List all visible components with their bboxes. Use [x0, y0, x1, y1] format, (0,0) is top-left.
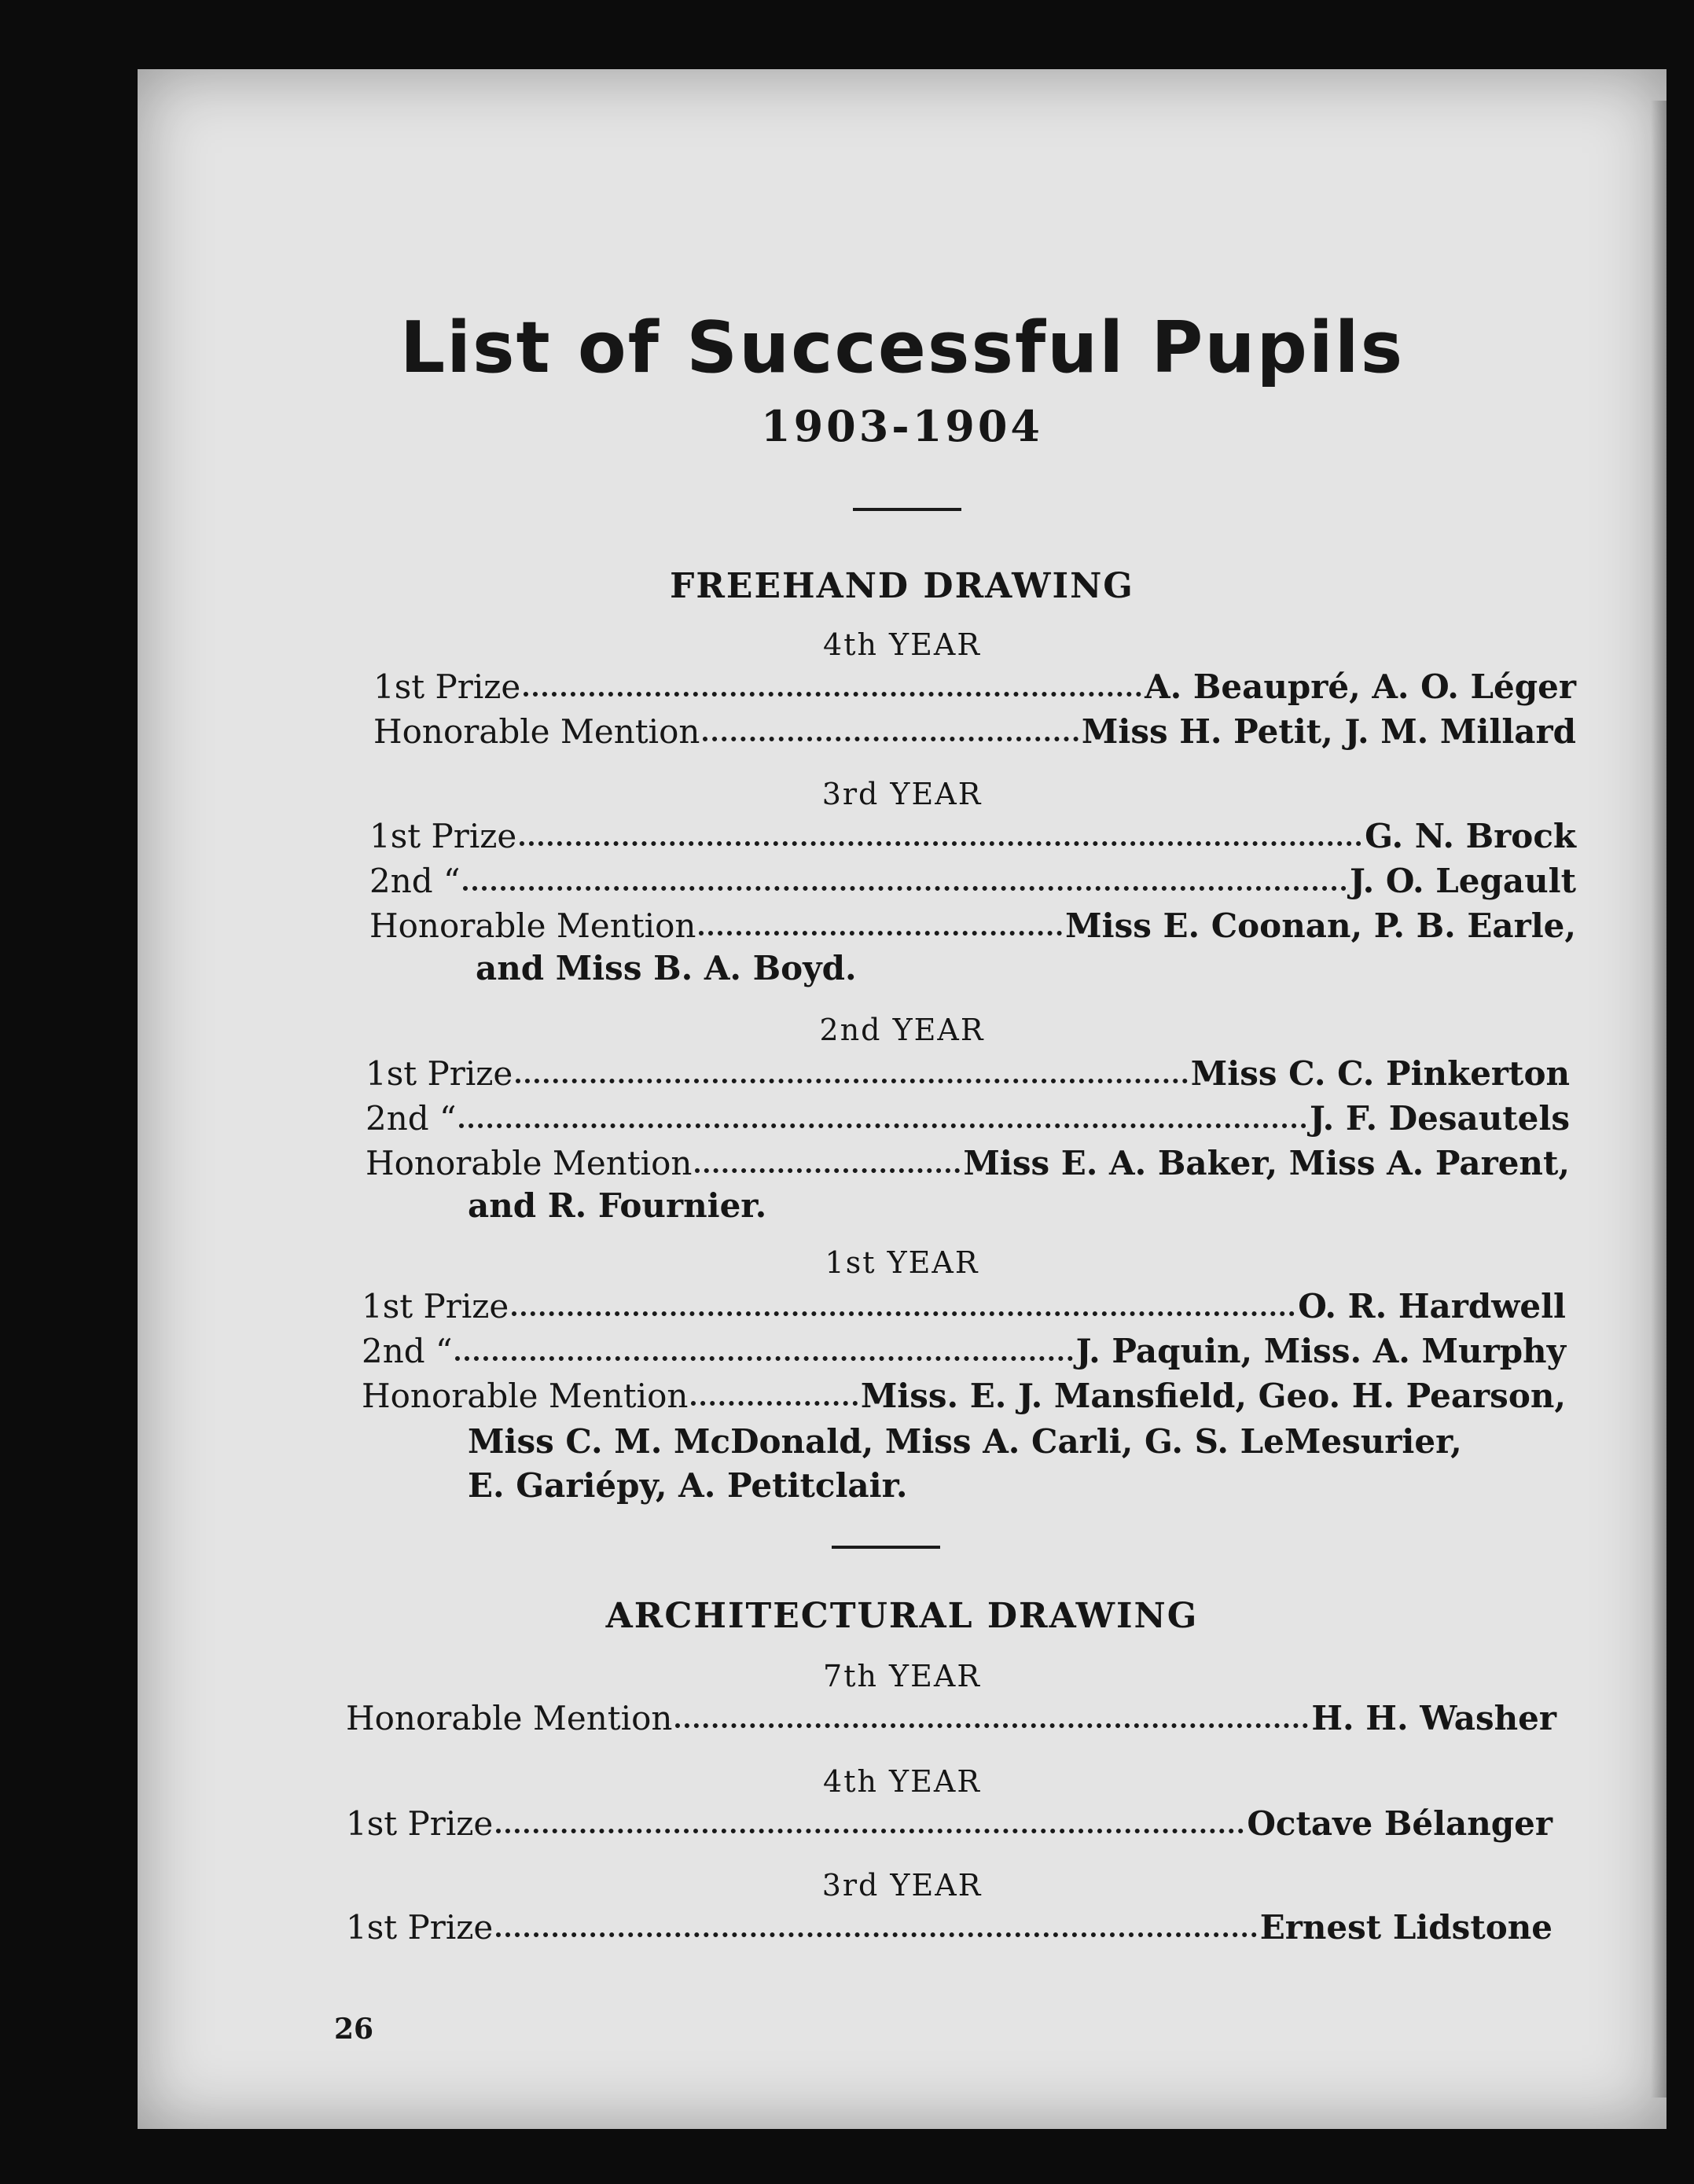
dot-leader [496, 1824, 1244, 1833]
award-entry [362, 1285, 1566, 1329]
award-entry [346, 1906, 1553, 1950]
winners: Ernest Lidstone [1259, 1908, 1553, 1947]
winners: J. Paquin, Miss. A. Murphy [1075, 1332, 1566, 1370]
winners: H. H. Washer [1311, 1699, 1556, 1737]
divider-rule [853, 508, 961, 511]
dot-leader [512, 1307, 1295, 1316]
dot-leader [699, 926, 1062, 936]
winners: Miss E. A. Baker, Miss A. Parent, [963, 1144, 1570, 1182]
page-subtitle: 1903-1904 [761, 401, 1043, 451]
dot-leader [524, 687, 1141, 697]
section-heading-architectural: ARCHITECTURAL DRAWING [605, 1596, 1199, 1636]
award-label: Honorable Mention [362, 1377, 689, 1415]
dot-leader [459, 1119, 1306, 1128]
award-entry [369, 859, 1576, 903]
dot-leader [691, 1396, 857, 1406]
award-label: 1st Prize [373, 667, 521, 706]
winners-continuation: E. Gariépy, A. Petitclair. [468, 1466, 908, 1505]
winners: J. O. Legault [1350, 862, 1576, 900]
award-entry [369, 814, 1576, 859]
dot-leader [675, 1719, 1308, 1728]
dot-leader [695, 1164, 960, 1173]
winners: J. F. Desautels [1310, 1099, 1570, 1138]
award-label: 1st Prize [366, 1054, 513, 1093]
year-heading: 3rd YEAR [821, 777, 983, 811]
award-label: 1st Prize [362, 1287, 509, 1325]
award-label: Honorable Mention [373, 712, 700, 751]
dot-leader [455, 1351, 1072, 1361]
page-number: 26 [334, 2013, 374, 2046]
winners-continuation: and Miss B. A. Boyd. [476, 949, 857, 987]
winners: Octave Bélanger [1247, 1804, 1553, 1843]
dot-leader [496, 1928, 1256, 1937]
award-entry [362, 1374, 1566, 1418]
award-label: 2nd “ [362, 1332, 453, 1370]
award-label: 1st Prize [346, 1804, 494, 1843]
winners: G. N. Brock [1365, 817, 1576, 855]
award-entry [346, 1802, 1553, 1846]
document-page [138, 69, 1666, 2129]
award-label: 1st Prize [346, 1908, 494, 1947]
award-label: Honorable Mention [366, 1144, 693, 1182]
award-entry [366, 1097, 1570, 1141]
award-entry [362, 1329, 1566, 1373]
winners: Miss E. Coonan, P. B. Earle, [1065, 906, 1576, 945]
year-heading: 3rd YEAR [821, 1868, 983, 1903]
award-entry [373, 710, 1576, 754]
award-label: Honorable Mention [346, 1699, 673, 1737]
winners: O. R. Hardwell [1298, 1287, 1566, 1325]
year-heading: 4th YEAR [823, 1764, 981, 1799]
winners: A. Beaupré, A. O. Léger [1145, 667, 1576, 706]
award-entry [369, 904, 1576, 948]
award-entry [346, 1697, 1556, 1741]
award-label: 2nd “ [366, 1099, 457, 1138]
winners-continuation: and R. Fournier. [468, 1186, 767, 1225]
dot-leader [520, 836, 1361, 846]
dot-leader [463, 881, 1347, 891]
divider-rule [832, 1546, 940, 1549]
award-entry [366, 1142, 1570, 1186]
winners-continuation: Miss C. M. McDonald, Miss A. Carli, G. S. LeMesurier, [468, 1422, 1462, 1461]
award-entry [366, 1052, 1570, 1096]
winners: Miss. E. J. Mansfield, Geo. H. Pearson, [860, 1377, 1566, 1415]
year-heading: 1st YEAR [825, 1245, 979, 1280]
dot-leader [516, 1074, 1188, 1083]
award-label: 1st Prize [369, 817, 517, 855]
year-heading: 2nd YEAR [819, 1013, 985, 1047]
winners: Miss C. C. Pinkerton [1190, 1054, 1570, 1093]
year-heading: 4th YEAR [823, 627, 981, 662]
award-label: Honorable Mention [369, 906, 696, 945]
dot-leader [703, 732, 1078, 741]
award-entry [373, 665, 1576, 709]
year-heading: 7th YEAR [823, 1659, 981, 1693]
section-heading-freehand: FREEHAND DRAWING [670, 566, 1134, 606]
award-label: 2nd “ [369, 862, 461, 900]
winners: Miss H. Petit, J. M. Millard [1081, 712, 1576, 751]
page-title: List of Successful Pupils [399, 307, 1405, 389]
